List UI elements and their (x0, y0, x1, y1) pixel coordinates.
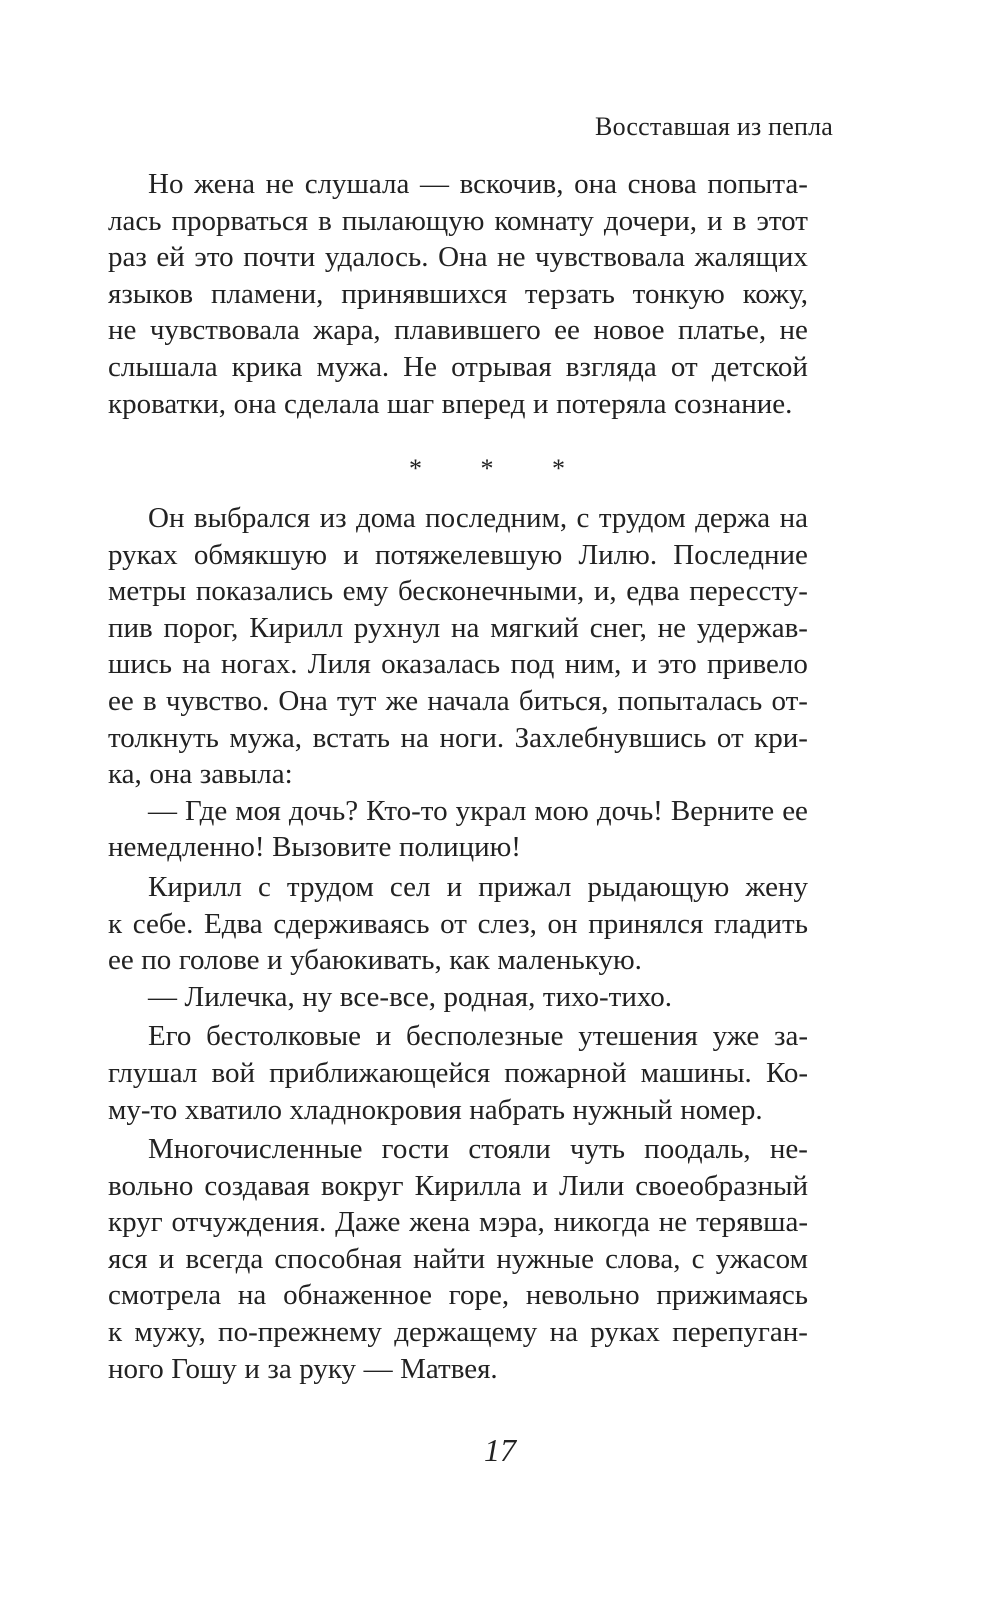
text-line: ка, она завыла: (108, 758, 293, 791)
text-line: пив порог, Кирилл рухнул на мягкий снег, не удержав- (108, 611, 808, 644)
text-line: метры показались ему бесконечными, и, едва перессту- (108, 575, 808, 608)
text-line: раз ей это почти удалось. Она не чувствовала жалящих (108, 241, 808, 274)
page-number: 17 (484, 1432, 516, 1468)
text-line: к себе. Едва сдерживаясь от слез, он принялся гладить (108, 907, 808, 940)
text-line: толкнуть мужа, встать на ноги. Захлебнувшись от кри- (108, 721, 808, 754)
text-line: языков пламени, принявшихся терзать тонкую кожу, (108, 277, 808, 310)
text-section-1 (108, 166, 808, 422)
text-line: Он выбрался из дома последним, с трудом держа на (148, 502, 808, 534)
text-line: кроватки, она сделала шаг вперед и потеряла сознание. (108, 387, 793, 420)
dialogue-line: — Где моя дочь? Кто-то украл мою дочь! Верните ее (148, 794, 808, 827)
text-line: вольно создавая вокруг Кирилла и Лили своеобразный (108, 1169, 808, 1202)
text-line: шись на ногах. Лиля оказалась под ним, и это привело (108, 648, 808, 681)
running-header: Восставшая из пепла (595, 112, 833, 141)
text-line: Но жена не слушала — вскочив, она снова попыта- (148, 168, 808, 200)
text-line: к мужу, по-прежнему держащему на руках перепуган- (108, 1316, 808, 1349)
text-line: лась прорваться в пылающую комнату дочери, и в этот (108, 204, 808, 237)
section-separator: * * * (409, 454, 591, 483)
dialogue-line: — Лилечка, ну все-все, родная, тихо-тихо. (148, 980, 673, 1013)
text-line: не чувствовала жара, плавившего ее новое платье, не (108, 314, 808, 347)
text-line: Кирилл с трудом сел и прижал рыдающую жену (148, 870, 808, 903)
text-line: яся и всегда способная найти нужные слова, с ужасом (108, 1242, 808, 1275)
text-section-2 (108, 500, 808, 1387)
dialogue-line: немедленно! Вызовите полицию! (108, 831, 521, 864)
text-line: руках обмякшую и потяжелевшую Лилю. Последние (108, 538, 808, 571)
text-line: смотрела на обнаженное горе, невольно прижимаясь (108, 1279, 808, 1312)
text-line: слышала крика мужа. Не отрывая взгляда от детской (108, 350, 808, 383)
text-line: ного Гошу и за руку — Матвея. (108, 1352, 498, 1385)
text-line: круг отчуждения. Даже жена мэра, никогда не терявша- (108, 1206, 808, 1239)
text-line: ее в чувство. Она тут же начала биться, попыталась от- (108, 684, 808, 717)
text-line: му-то хватило хладнокровия набрать нужный номер. (108, 1093, 763, 1126)
text-line: Его бестолковые и бесполезные утешения уже за- (148, 1020, 808, 1053)
text-line: ее по голове и убаюкивать, как маленькую. (108, 944, 642, 977)
text-line: глушал вой приближающейся пожарной машины. Ко- (108, 1056, 808, 1089)
text-line: Многочисленные гости стояли чуть поодаль, не- (148, 1133, 808, 1166)
